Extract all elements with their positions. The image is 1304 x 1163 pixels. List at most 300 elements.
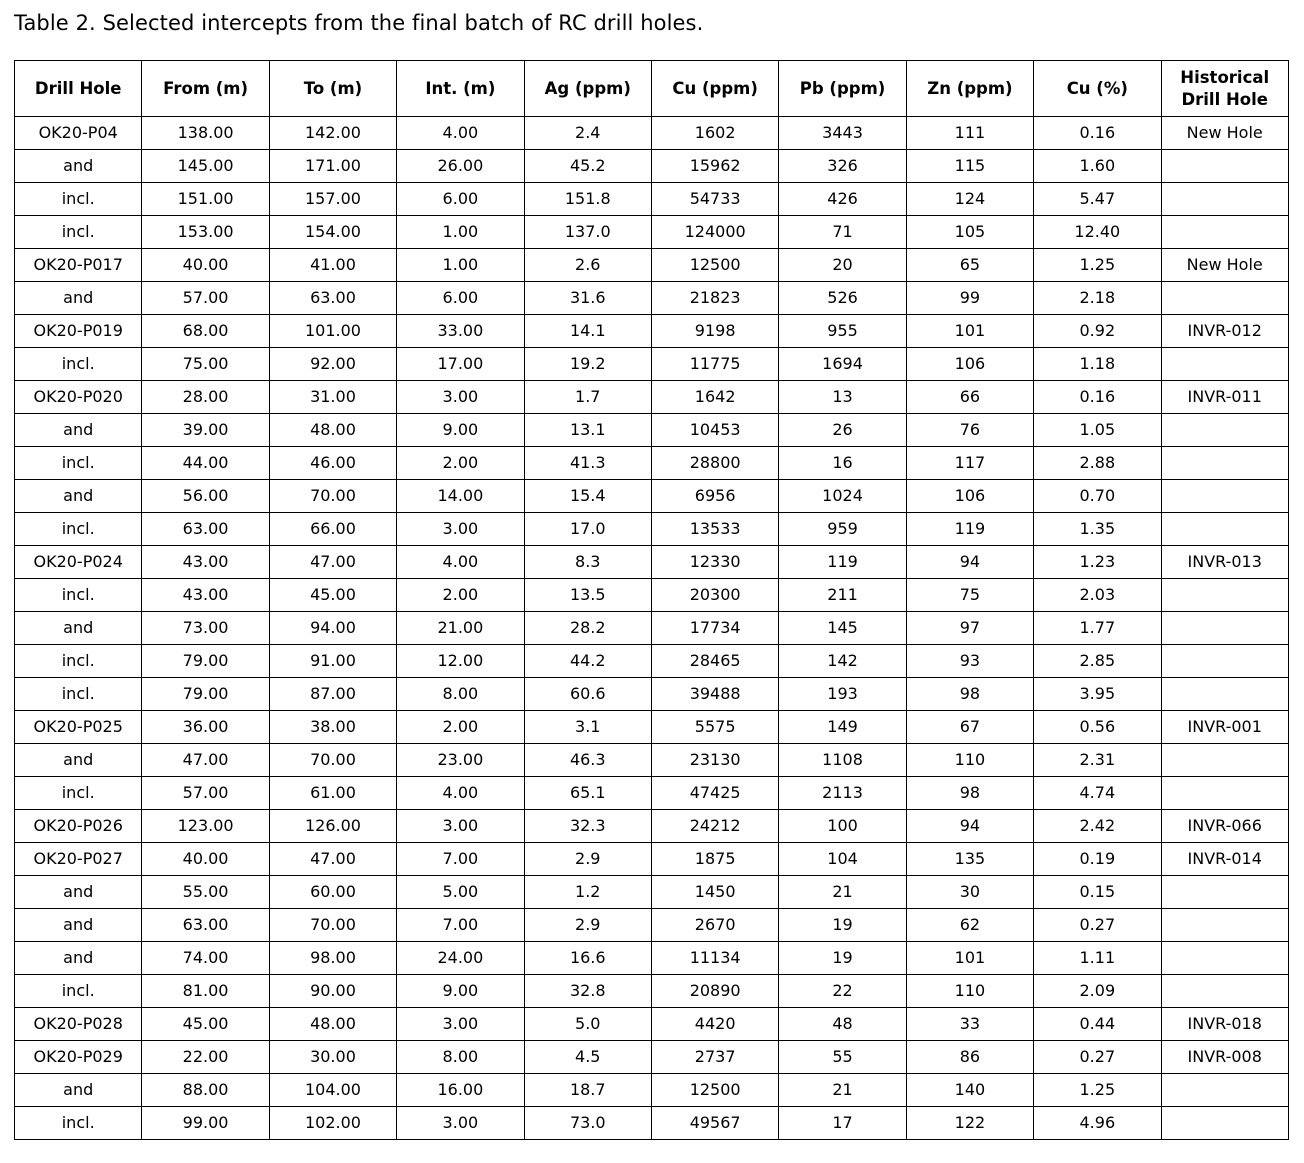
cell-drill-hole: OK20-P020	[15, 381, 142, 414]
cell-cu-pct: 0.27	[1034, 1041, 1161, 1074]
cell-ag-ppm: 14.1	[524, 315, 651, 348]
cell-drill-hole: and	[15, 942, 142, 975]
cell-to-m: 38.00	[269, 711, 396, 744]
table-row	[15, 381, 1289, 414]
cell-to-m: 154.00	[269, 216, 396, 249]
table-row	[15, 678, 1289, 711]
cell-historical-drill-hole	[1161, 447, 1288, 480]
cell-cu-pct: 0.56	[1034, 711, 1161, 744]
cell-historical-drill-hole	[1161, 975, 1288, 1008]
cell-int-m: 9.00	[397, 975, 524, 1008]
cell-cu-ppm: 6956	[651, 480, 778, 513]
cell-pb-ppm: 22	[779, 975, 906, 1008]
cell-pb-ppm: 21	[779, 1074, 906, 1107]
cell-from-m: 40.00	[142, 249, 269, 282]
cell-to-m: 90.00	[269, 975, 396, 1008]
cell-zn-ppm: 97	[906, 612, 1033, 645]
cell-cu-pct: 0.44	[1034, 1008, 1161, 1041]
cell-cu-ppm: 21823	[651, 282, 778, 315]
cell-zn-ppm: 86	[906, 1041, 1033, 1074]
cell-zn-ppm: 124	[906, 183, 1033, 216]
cell-ag-ppm: 5.0	[524, 1008, 651, 1041]
cell-pb-ppm: 19	[779, 909, 906, 942]
table-row	[15, 1008, 1289, 1041]
cell-drill-hole: OK20-P026	[15, 810, 142, 843]
cell-pb-ppm: 142	[779, 645, 906, 678]
cell-cu-ppm: 24212	[651, 810, 778, 843]
cell-cu-pct: 5.47	[1034, 183, 1161, 216]
cell-ag-ppm: 2.6	[524, 249, 651, 282]
cell-pb-ppm: 13	[779, 381, 906, 414]
cell-from-m: 22.00	[142, 1041, 269, 1074]
cell-from-m: 153.00	[142, 216, 269, 249]
cell-cu-pct: 1.23	[1034, 546, 1161, 579]
cell-from-m: 28.00	[142, 381, 269, 414]
table-row	[15, 480, 1289, 513]
cell-ag-ppm: 1.7	[524, 381, 651, 414]
cell-to-m: 41.00	[269, 249, 396, 282]
cell-from-m: 36.00	[142, 711, 269, 744]
cell-to-m: 60.00	[269, 876, 396, 909]
cell-historical-drill-hole	[1161, 645, 1288, 678]
cell-zn-ppm: 98	[906, 678, 1033, 711]
cell-cu-pct: 12.40	[1034, 216, 1161, 249]
cell-zn-ppm: 135	[906, 843, 1033, 876]
cell-to-m: 48.00	[269, 414, 396, 447]
cell-to-m: 70.00	[269, 480, 396, 513]
cell-cu-pct: 0.27	[1034, 909, 1161, 942]
cell-cu-ppm: 12330	[651, 546, 778, 579]
cell-int-m: 8.00	[397, 678, 524, 711]
cell-from-m: 123.00	[142, 810, 269, 843]
cell-historical-drill-hole	[1161, 513, 1288, 546]
cell-pb-ppm: 71	[779, 216, 906, 249]
cell-cu-ppm: 28800	[651, 447, 778, 480]
cell-drill-hole: incl.	[15, 216, 142, 249]
cell-cu-pct: 0.16	[1034, 381, 1161, 414]
cell-historical-drill-hole: INVR-066	[1161, 810, 1288, 843]
cell-int-m: 3.00	[397, 810, 524, 843]
table-row	[15, 909, 1289, 942]
cell-historical-drill-hole: INVR-011	[1161, 381, 1288, 414]
cell-ag-ppm: 18.7	[524, 1074, 651, 1107]
table-row	[15, 612, 1289, 645]
cell-ag-ppm: 65.1	[524, 777, 651, 810]
cell-zn-ppm: 94	[906, 546, 1033, 579]
cell-int-m: 16.00	[397, 1074, 524, 1107]
cell-drill-hole: incl.	[15, 183, 142, 216]
cell-from-m: 55.00	[142, 876, 269, 909]
cell-zn-ppm: 66	[906, 381, 1033, 414]
cell-zn-ppm: 75	[906, 579, 1033, 612]
table-row	[15, 282, 1289, 315]
cell-zn-ppm: 65	[906, 249, 1033, 282]
cell-drill-hole: OK20-P024	[15, 546, 142, 579]
cell-cu-ppm: 23130	[651, 744, 778, 777]
cell-cu-pct: 0.92	[1034, 315, 1161, 348]
cell-to-m: 63.00	[269, 282, 396, 315]
table-caption: Table 2. Selected intercepts from the final batch of RC drill holes.	[14, 11, 704, 35]
cell-pb-ppm: 526	[779, 282, 906, 315]
cell-pb-ppm: 1024	[779, 480, 906, 513]
cell-ag-ppm: 19.2	[524, 348, 651, 381]
cell-zn-ppm: 110	[906, 975, 1033, 1008]
cell-int-m: 8.00	[397, 1041, 524, 1074]
cell-int-m: 12.00	[397, 645, 524, 678]
cell-zn-ppm: 111	[906, 117, 1033, 150]
cell-pb-ppm: 16	[779, 447, 906, 480]
cell-to-m: 87.00	[269, 678, 396, 711]
cell-to-m: 98.00	[269, 942, 396, 975]
cell-ag-ppm: 2.4	[524, 117, 651, 150]
cell-drill-hole: incl.	[15, 678, 142, 711]
cell-to-m: 94.00	[269, 612, 396, 645]
cell-to-m: 126.00	[269, 810, 396, 843]
cell-to-m: 101.00	[269, 315, 396, 348]
cell-int-m: 2.00	[397, 711, 524, 744]
cell-drill-hole: and	[15, 282, 142, 315]
cell-cu-ppm: 47425	[651, 777, 778, 810]
cell-drill-hole: incl.	[15, 1107, 142, 1140]
cell-pb-ppm: 100	[779, 810, 906, 843]
cell-cu-ppm: 10453	[651, 414, 778, 447]
cell-drill-hole: incl.	[15, 645, 142, 678]
cell-historical-drill-hole	[1161, 414, 1288, 447]
cell-from-m: 57.00	[142, 282, 269, 315]
cell-int-m: 2.00	[397, 579, 524, 612]
cell-pb-ppm: 1694	[779, 348, 906, 381]
table-row	[15, 975, 1289, 1008]
cell-ag-ppm: 31.6	[524, 282, 651, 315]
cell-pb-ppm: 104	[779, 843, 906, 876]
cell-cu-pct: 0.15	[1034, 876, 1161, 909]
cell-drill-hole: incl.	[15, 447, 142, 480]
cell-int-m: 26.00	[397, 150, 524, 183]
column-header-to-m: To (m)	[269, 61, 396, 117]
cell-cu-ppm: 1875	[651, 843, 778, 876]
cell-to-m: 47.00	[269, 843, 396, 876]
cell-zn-ppm: 117	[906, 447, 1033, 480]
cell-cu-ppm: 28465	[651, 645, 778, 678]
cell-zn-ppm: 67	[906, 711, 1033, 744]
cell-ag-ppm: 1.2	[524, 876, 651, 909]
cell-from-m: 74.00	[142, 942, 269, 975]
cell-zn-ppm: 33	[906, 1008, 1033, 1041]
cell-historical-drill-hole	[1161, 150, 1288, 183]
cell-from-m: 151.00	[142, 183, 269, 216]
cell-drill-hole: incl.	[15, 975, 142, 1008]
cell-from-m: 45.00	[142, 1008, 269, 1041]
cell-zn-ppm: 94	[906, 810, 1033, 843]
cell-int-m: 23.00	[397, 744, 524, 777]
table-row	[15, 777, 1289, 810]
cell-to-m: 102.00	[269, 1107, 396, 1140]
column-header-drill-hole: Drill Hole	[15, 61, 142, 117]
column-header-ag-ppm: Ag (ppm)	[524, 61, 651, 117]
table-row	[15, 876, 1289, 909]
cell-cu-ppm: 12500	[651, 249, 778, 282]
cell-drill-hole: incl.	[15, 513, 142, 546]
cell-int-m: 4.00	[397, 117, 524, 150]
cell-cu-ppm: 124000	[651, 216, 778, 249]
table-row	[15, 1041, 1289, 1074]
table-row	[15, 744, 1289, 777]
cell-from-m: 138.00	[142, 117, 269, 150]
cell-int-m: 1.00	[397, 216, 524, 249]
cell-int-m: 1.00	[397, 249, 524, 282]
cell-pb-ppm: 26	[779, 414, 906, 447]
column-header-cu-pct: Cu (%)	[1034, 61, 1161, 117]
cell-cu-pct: 2.42	[1034, 810, 1161, 843]
table-row	[15, 315, 1289, 348]
drill-intercepts-table	[14, 60, 1289, 1140]
cell-ag-ppm: 2.9	[524, 843, 651, 876]
cell-historical-drill-hole	[1161, 216, 1288, 249]
cell-int-m: 3.00	[397, 381, 524, 414]
cell-historical-drill-hole: New Hole	[1161, 249, 1288, 282]
cell-drill-hole: and	[15, 414, 142, 447]
cell-from-m: 63.00	[142, 909, 269, 942]
cell-cu-pct: 2.09	[1034, 975, 1161, 1008]
cell-pb-ppm: 145	[779, 612, 906, 645]
cell-cu-pct: 2.88	[1034, 447, 1161, 480]
table-row	[15, 150, 1289, 183]
cell-cu-ppm: 20300	[651, 579, 778, 612]
cell-ag-ppm: 60.6	[524, 678, 651, 711]
cell-ag-ppm: 46.3	[524, 744, 651, 777]
cell-zn-ppm: 122	[906, 1107, 1033, 1140]
cell-cu-pct: 1.11	[1034, 942, 1161, 975]
table-row	[15, 216, 1289, 249]
table-row	[15, 1107, 1289, 1140]
cell-drill-hole: incl.	[15, 579, 142, 612]
cell-zn-ppm: 105	[906, 216, 1033, 249]
cell-historical-drill-hole: INVR-012	[1161, 315, 1288, 348]
cell-drill-hole: OK20-P019	[15, 315, 142, 348]
cell-cu-pct: 1.35	[1034, 513, 1161, 546]
cell-int-m: 14.00	[397, 480, 524, 513]
cell-zn-ppm: 101	[906, 942, 1033, 975]
cell-historical-drill-hole	[1161, 942, 1288, 975]
cell-drill-hole: and	[15, 876, 142, 909]
cell-pb-ppm: 3443	[779, 117, 906, 150]
cell-cu-ppm: 15962	[651, 150, 778, 183]
cell-pb-ppm: 55	[779, 1041, 906, 1074]
cell-cu-pct: 1.05	[1034, 414, 1161, 447]
cell-ag-ppm: 28.2	[524, 612, 651, 645]
cell-pb-ppm: 426	[779, 183, 906, 216]
cell-historical-drill-hole	[1161, 876, 1288, 909]
cell-from-m: 79.00	[142, 645, 269, 678]
cell-cu-pct: 1.25	[1034, 1074, 1161, 1107]
cell-ag-ppm: 32.3	[524, 810, 651, 843]
cell-drill-hole: and	[15, 744, 142, 777]
cell-zn-ppm: 62	[906, 909, 1033, 942]
cell-to-m: 91.00	[269, 645, 396, 678]
cell-drill-hole: OK20-P027	[15, 843, 142, 876]
cell-pb-ppm: 193	[779, 678, 906, 711]
cell-pb-ppm: 19	[779, 942, 906, 975]
cell-cu-pct: 2.18	[1034, 282, 1161, 315]
cell-ag-ppm: 13.5	[524, 579, 651, 612]
cell-pb-ppm: 1108	[779, 744, 906, 777]
cell-pb-ppm: 21	[779, 876, 906, 909]
cell-historical-drill-hole	[1161, 348, 1288, 381]
cell-from-m: 68.00	[142, 315, 269, 348]
cell-historical-drill-hole: INVR-008	[1161, 1041, 1288, 1074]
cell-cu-pct: 0.16	[1034, 117, 1161, 150]
cell-cu-pct: 0.19	[1034, 843, 1161, 876]
cell-historical-drill-hole	[1161, 183, 1288, 216]
cell-cu-ppm: 20890	[651, 975, 778, 1008]
table-row	[15, 579, 1289, 612]
cell-to-m: 70.00	[269, 744, 396, 777]
cell-zn-ppm: 140	[906, 1074, 1033, 1107]
cell-ag-ppm: 41.3	[524, 447, 651, 480]
cell-historical-drill-hole	[1161, 1074, 1288, 1107]
cell-historical-drill-hole	[1161, 777, 1288, 810]
cell-cu-ppm: 12500	[651, 1074, 778, 1107]
cell-int-m: 3.00	[397, 513, 524, 546]
cell-from-m: 75.00	[142, 348, 269, 381]
cell-cu-pct: 3.95	[1034, 678, 1161, 711]
table-row	[15, 1074, 1289, 1107]
cell-from-m: 57.00	[142, 777, 269, 810]
cell-to-m: 46.00	[269, 447, 396, 480]
cell-zn-ppm: 119	[906, 513, 1033, 546]
cell-cu-ppm: 1602	[651, 117, 778, 150]
cell-to-m: 171.00	[269, 150, 396, 183]
cell-to-m: 31.00	[269, 381, 396, 414]
cell-historical-drill-hole: INVR-018	[1161, 1008, 1288, 1041]
cell-ag-ppm: 151.8	[524, 183, 651, 216]
cell-drill-hole: OK20-P028	[15, 1008, 142, 1041]
table-row	[15, 711, 1289, 744]
cell-from-m: 39.00	[142, 414, 269, 447]
cell-cu-pct: 2.31	[1034, 744, 1161, 777]
cell-ag-ppm: 13.1	[524, 414, 651, 447]
cell-from-m: 56.00	[142, 480, 269, 513]
cell-cu-pct: 1.60	[1034, 150, 1161, 183]
cell-from-m: 43.00	[142, 579, 269, 612]
table-row	[15, 183, 1289, 216]
table-row	[15, 117, 1289, 150]
cell-cu-ppm: 11775	[651, 348, 778, 381]
cell-to-m: 61.00	[269, 777, 396, 810]
cell-cu-ppm: 5575	[651, 711, 778, 744]
cell-int-m: 3.00	[397, 1107, 524, 1140]
cell-from-m: 43.00	[142, 546, 269, 579]
cell-to-m: 30.00	[269, 1041, 396, 1074]
cell-cu-pct: 1.25	[1034, 249, 1161, 282]
table-row	[15, 414, 1289, 447]
cell-pb-ppm: 149	[779, 711, 906, 744]
cell-int-m: 7.00	[397, 909, 524, 942]
cell-zn-ppm: 115	[906, 150, 1033, 183]
cell-historical-drill-hole: INVR-013	[1161, 546, 1288, 579]
cell-int-m: 5.00	[397, 876, 524, 909]
column-header-zn-ppm: Zn (ppm)	[906, 61, 1033, 117]
cell-historical-drill-hole	[1161, 282, 1288, 315]
table-row	[15, 447, 1289, 480]
table-row	[15, 513, 1289, 546]
cell-to-m: 45.00	[269, 579, 396, 612]
cell-int-m: 24.00	[397, 942, 524, 975]
cell-historical-drill-hole: INVR-001	[1161, 711, 1288, 744]
table-row	[15, 546, 1289, 579]
cell-int-m: 21.00	[397, 612, 524, 645]
cell-from-m: 73.00	[142, 612, 269, 645]
cell-historical-drill-hole	[1161, 744, 1288, 777]
cell-cu-ppm: 9198	[651, 315, 778, 348]
cell-historical-drill-hole	[1161, 1107, 1288, 1140]
cell-ag-ppm: 2.9	[524, 909, 651, 942]
cell-cu-ppm: 49567	[651, 1107, 778, 1140]
cell-ag-ppm: 4.5	[524, 1041, 651, 1074]
cell-cu-pct: 4.74	[1034, 777, 1161, 810]
cell-to-m: 66.00	[269, 513, 396, 546]
cell-zn-ppm: 93	[906, 645, 1033, 678]
cell-pb-ppm: 2113	[779, 777, 906, 810]
cell-pb-ppm: 17	[779, 1107, 906, 1140]
cell-cu-ppm: 11134	[651, 942, 778, 975]
cell-historical-drill-hole	[1161, 678, 1288, 711]
cell-int-m: 9.00	[397, 414, 524, 447]
cell-cu-ppm: 17734	[651, 612, 778, 645]
cell-historical-drill-hole: INVR-014	[1161, 843, 1288, 876]
cell-int-m: 4.00	[397, 546, 524, 579]
cell-ag-ppm: 17.0	[524, 513, 651, 546]
cell-ag-ppm: 15.4	[524, 480, 651, 513]
cell-cu-ppm: 39488	[651, 678, 778, 711]
cell-ag-ppm: 8.3	[524, 546, 651, 579]
cell-int-m: 6.00	[397, 183, 524, 216]
cell-zn-ppm: 76	[906, 414, 1033, 447]
cell-to-m: 157.00	[269, 183, 396, 216]
cell-drill-hole: OK20-P017	[15, 249, 142, 282]
cell-zn-ppm: 106	[906, 348, 1033, 381]
cell-pb-ppm: 211	[779, 579, 906, 612]
table-row	[15, 645, 1289, 678]
cell-to-m: 92.00	[269, 348, 396, 381]
cell-cu-pct: 4.96	[1034, 1107, 1161, 1140]
column-header-pb-ppm: Pb (ppm)	[779, 61, 906, 117]
cell-from-m: 63.00	[142, 513, 269, 546]
cell-int-m: 33.00	[397, 315, 524, 348]
table-row	[15, 843, 1289, 876]
table-row	[15, 249, 1289, 282]
table-header-row	[15, 61, 1289, 117]
cell-zn-ppm: 30	[906, 876, 1033, 909]
table-row	[15, 942, 1289, 975]
cell-cu-ppm: 4420	[651, 1008, 778, 1041]
cell-from-m: 44.00	[142, 447, 269, 480]
cell-pb-ppm: 119	[779, 546, 906, 579]
cell-drill-hole: incl.	[15, 777, 142, 810]
cell-drill-hole: OK20-P04	[15, 117, 142, 150]
cell-from-m: 88.00	[142, 1074, 269, 1107]
cell-int-m: 4.00	[397, 777, 524, 810]
cell-ag-ppm: 44.2	[524, 645, 651, 678]
cell-int-m: 6.00	[397, 282, 524, 315]
cell-drill-hole: and	[15, 480, 142, 513]
cell-cu-pct: 2.03	[1034, 579, 1161, 612]
cell-int-m: 2.00	[397, 447, 524, 480]
cell-to-m: 48.00	[269, 1008, 396, 1041]
cell-zn-ppm: 106	[906, 480, 1033, 513]
cell-historical-drill-hole	[1161, 579, 1288, 612]
cell-to-m: 142.00	[269, 117, 396, 150]
